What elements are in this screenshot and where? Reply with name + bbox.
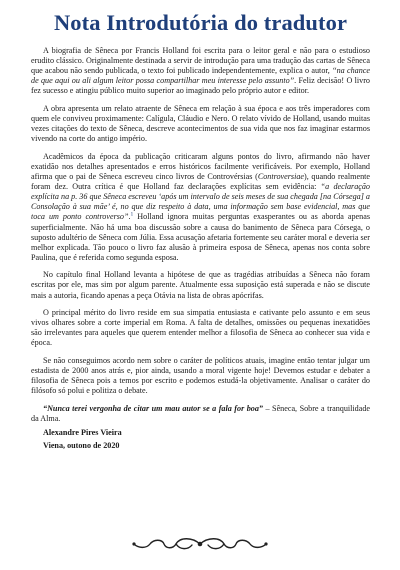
paragraph-1-text-a: A biografia de Sêneca por Francis Holland foi escrita para o leitor geral e não para o estudioso erudito clássico. Originalmente destinada a servir de introdução para uma tradução das cartas de Sêneca que acabou não sendo publicada, o texto foi publicado independentemente, explica o autor, bbox=[31, 46, 370, 76]
paragraph-3-quote: “a declaração explícita na p. 36 que Sêneca escreveu ‘após um intervalo de seis meses de sua chegada [na Córsega] a Consolação à sua mãe’ é, no que diz respeito à data, uma informação sem base evidencial, mas que toca um ponto controverso” bbox=[31, 182, 370, 222]
paragraph-3-text-a: Acadêmicos da época da publicação criticaram alguns pontos do livro, afirmando não haver exatidão nos detalhes apresentados e erros históricos facilmente verificáveis. Por exemplo, Holland afirma que o pai de Sêneca escreveu cinco livros de Controvérsias ( bbox=[31, 151, 370, 182]
paragraph-6: Se não conseguimos acordo nem sobre o caráter de políticos atuais, imagine então tentar julgar um estadista de 2000 anos atrás e, pior ainda, usando a moral vigente hoje! Devemos estudar e debater a filosofia de Sêneca pois a temos por escrito e podemos estudá-la objetivamente. Analisar o caráter do filósofo só polui e politiza o debate. bbox=[31, 356, 370, 396]
footnote-marker[interactable]: 1 bbox=[130, 211, 134, 218]
paragraph-2: A obra apresenta um relato atraente de Sêneca em relação à sua época e aos três imperadores com quem ele conviveu proximamente: Calígula, Cláudio e Nero. O relato vívido de Holland, usando muitas vezes citações do texto de Sêneca, descreve acontecimentos de sua vida que nos faz imaginar estarmos vivendo na corte do antigo império. bbox=[31, 103, 370, 144]
epigraph-quote: “Nunca terei vergonha de citar um mau autor se a fala for boa” bbox=[43, 403, 263, 413]
decorative-ornament bbox=[128, 536, 272, 552]
signature-place-date: Viena, outono de 2020 bbox=[43, 440, 120, 450]
signature-name: Alexandre Pires Vieira bbox=[43, 428, 122, 438]
paragraph-5: O principal mérito do livro reside em sua simpatia entusiasta e cativante pelo assunto e em seus vivos olhares sobre a corte imperial em Roma. A falta de detalhes, omissões ou pequenas inexatidões são irrelevantes para aqueles que querem entender melhor a filosofia de Sêneca ao conhecer sua vida e época. bbox=[31, 308, 370, 348]
paragraph-3 bbox=[31, 152, 370, 263]
paragraph-3-text-b: ), quando realmente foram dez. Outra crítica é que Holland faz declarações explícitas sem evidência: bbox=[31, 172, 371, 192]
paragraph-3-text-b2: . bbox=[128, 212, 131, 222]
page-title: Nota Introdutória do tradutor bbox=[53, 10, 348, 35]
epigraph-source: – Sêneca, Sobre a tranquilidade da Alma. bbox=[31, 403, 371, 423]
paragraph-1-quote: “na chance de que aqui ou ali algum leitor possa compartilhar meu interesse pelo assunto” bbox=[31, 66, 370, 86]
paragraph-1-text-b: . Feliz decisão! O livro fez sucesso e atingiu público muito superior ao imaginado pelo próprio autor e editor. bbox=[31, 76, 370, 96]
paragraph-1 bbox=[31, 46, 370, 96]
paragraph-3-title: Controversiae bbox=[257, 172, 305, 182]
paragraph-4: No capítulo final Holland levanta a hipótese de que as tragédias atribuídas a Sêneca não foram escritas por ele, mas sim por algum parente. Atualmente essa suposição está superada e não se discute mais a autoria, ficando apenas a peça Otávia na lista de obras apócrifas. bbox=[31, 270, 370, 300]
paragraph-3-text-c: Holland ignora muitas perguntas exasperantes ou as aborda apenas superficialmente. Não há uma boa discussão sobre a causa do banimento de Sêneca para Córsega, o suposto adultério de Sêneca com Júlia. Essa acusação afetaria fortemente seu caráter moral e deveria ser melhor explicada. Tão pouco o livro faz alusão à primeira esposa de Sêneca, apenas nos conta sobre Paulina, que é referida como segunda esposa. bbox=[31, 212, 370, 262]
epigraph bbox=[31, 404, 370, 424]
